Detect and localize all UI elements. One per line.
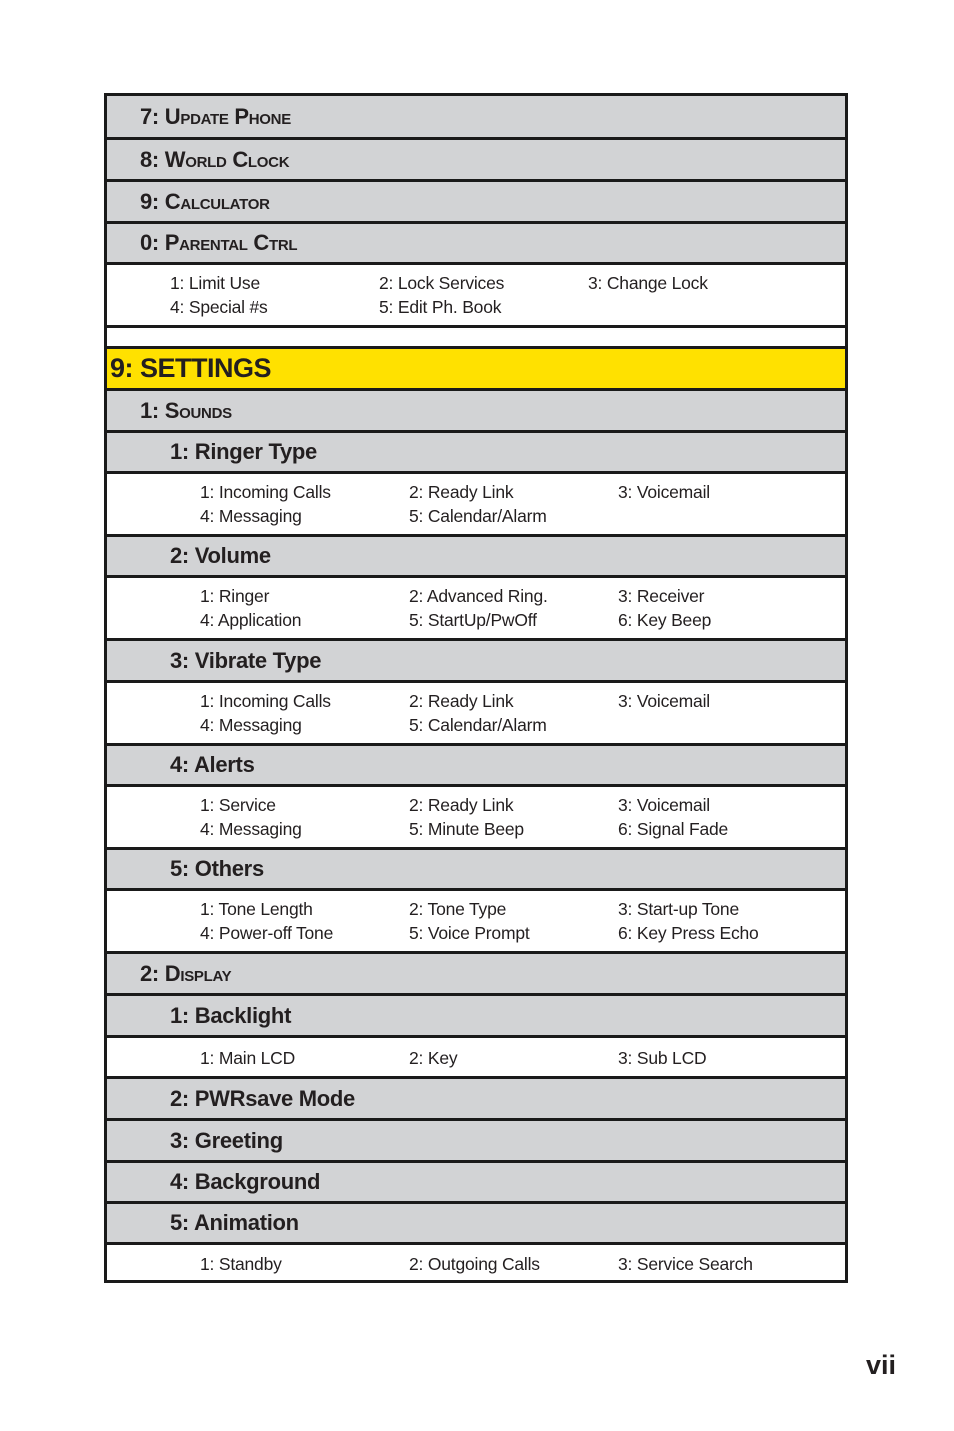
list-item: 5: Calendar/Alarm — [409, 715, 547, 735]
list-item: 4: Power-off Tone — [200, 923, 334, 943]
menu-world-clock-label: 8: World Clock — [140, 146, 290, 172]
list-item: 4: Messaging — [200, 506, 302, 526]
menu-display-label: 2: Display — [140, 960, 232, 986]
volume-items — [107, 575, 845, 638]
page-number: vii — [866, 1350, 897, 1380]
menu-pwrsave-mode-label: 2: PWRsave Mode — [170, 1085, 355, 1111]
list-item: 3: Voicemail — [618, 795, 710, 815]
menu-table — [104, 93, 848, 1283]
menu-others — [107, 847, 845, 888]
menu-background — [107, 1160, 845, 1201]
menu-volume-label: 2: Volume — [170, 543, 271, 568]
list-item: 3: Sub LCD — [618, 1048, 707, 1068]
menu-parental-ctrl — [107, 221, 845, 262]
list-item: 2: Ready Link — [409, 482, 514, 502]
menu-greeting — [107, 1118, 845, 1160]
list-item: 3: Receiver — [618, 586, 705, 606]
list-item: 2: Outgoing Calls — [409, 1254, 540, 1274]
settings-header-label: 9: SETTINGS — [110, 353, 272, 383]
list-item: 3: Voicemail — [618, 691, 710, 711]
menu-animation — [107, 1201, 845, 1242]
menu-display — [107, 951, 845, 993]
animation-items — [107, 1242, 845, 1280]
list-item: 2: Key — [409, 1048, 458, 1068]
menu-pwrsave-mode — [107, 1076, 845, 1118]
menu-vibrate-type — [107, 638, 845, 680]
vibrate-type-items — [107, 680, 845, 743]
menu-sounds — [107, 388, 845, 430]
menu-ringer-type-label: 1: Ringer Type — [170, 439, 317, 464]
list-item: 1: Incoming Calls — [200, 482, 331, 502]
backlight-items — [107, 1035, 845, 1076]
menu-calculator-label: 9: Calculator — [140, 188, 270, 214]
parental-ctrl-items — [107, 262, 845, 325]
list-item: 1: Ringer — [200, 586, 270, 606]
menu-vibrate-type-label: 3: Vibrate Type — [170, 647, 322, 673]
list-item: 2: Advanced Ring. — [409, 586, 548, 606]
menu-update-phone-label: 7: Update Phone — [140, 103, 291, 129]
list-item: 6: Key Beep — [618, 610, 712, 630]
spacer-row — [107, 325, 845, 346]
list-item: 4: Messaging — [200, 715, 302, 735]
menu-parental-ctrl-label: 0: Parental Ctrl — [140, 230, 298, 255]
list-item: 4: Messaging — [200, 819, 302, 839]
ringer-type-items — [107, 471, 845, 534]
alerts-items — [107, 784, 845, 847]
list-item: 1: Service — [200, 795, 276, 815]
list-item: 6: Key Press Echo — [618, 923, 759, 943]
menu-calculator — [107, 179, 845, 221]
list-item: 3: Start-up Tone — [618, 899, 740, 919]
list-item: 4: Special #s — [170, 297, 268, 317]
menu-background-label: 4: Background — [170, 1169, 321, 1194]
list-item: 2: Ready Link — [409, 691, 514, 711]
menu-ringer-type — [107, 430, 845, 471]
menu-update-phone — [107, 96, 845, 137]
settings-header — [107, 346, 845, 388]
menu-backlight-label: 1: Backlight — [170, 1002, 292, 1028]
menu-volume — [107, 534, 845, 575]
menu-greeting-label: 3: Greeting — [170, 1127, 283, 1153]
list-item: 5: StartUp/PwOff — [409, 610, 537, 630]
list-item: 1: Incoming Calls — [200, 691, 331, 711]
list-item: 5: Minute Beep — [409, 819, 524, 839]
list-item: 5: Voice Prompt — [409, 923, 530, 943]
list-item: 6: Signal Fade — [618, 819, 729, 839]
list-item: 1: Limit Use — [170, 273, 260, 293]
others-items — [107, 888, 845, 951]
menu-alerts-label: 4: Alerts — [170, 752, 255, 777]
list-item: 5: Edit Ph. Book — [379, 297, 502, 317]
menu-sounds-label: 1: Sounds — [140, 397, 232, 423]
menu-backlight — [107, 993, 845, 1035]
list-item: 5: Calendar/Alarm — [409, 506, 547, 526]
menu-others-label: 5: Others — [170, 856, 264, 881]
list-item: 1: Standby — [200, 1254, 282, 1274]
list-item: 1: Tone Length — [200, 899, 313, 919]
list-item: 2: Tone Type — [409, 899, 507, 919]
menu-animation-label: 5: Animation — [170, 1210, 299, 1235]
list-item: 3: Change Lock — [588, 273, 708, 293]
list-item: 3: Service Search — [618, 1254, 753, 1274]
list-item: 3: Voicemail — [618, 482, 710, 502]
list-item: 2: Ready Link — [409, 795, 514, 815]
list-item: 2: Lock Services — [379, 273, 505, 293]
list-item: 4: Application — [200, 610, 302, 630]
menu-alerts — [107, 743, 845, 784]
menu-world-clock — [107, 137, 845, 179]
list-item: 1: Main LCD — [200, 1048, 296, 1068]
